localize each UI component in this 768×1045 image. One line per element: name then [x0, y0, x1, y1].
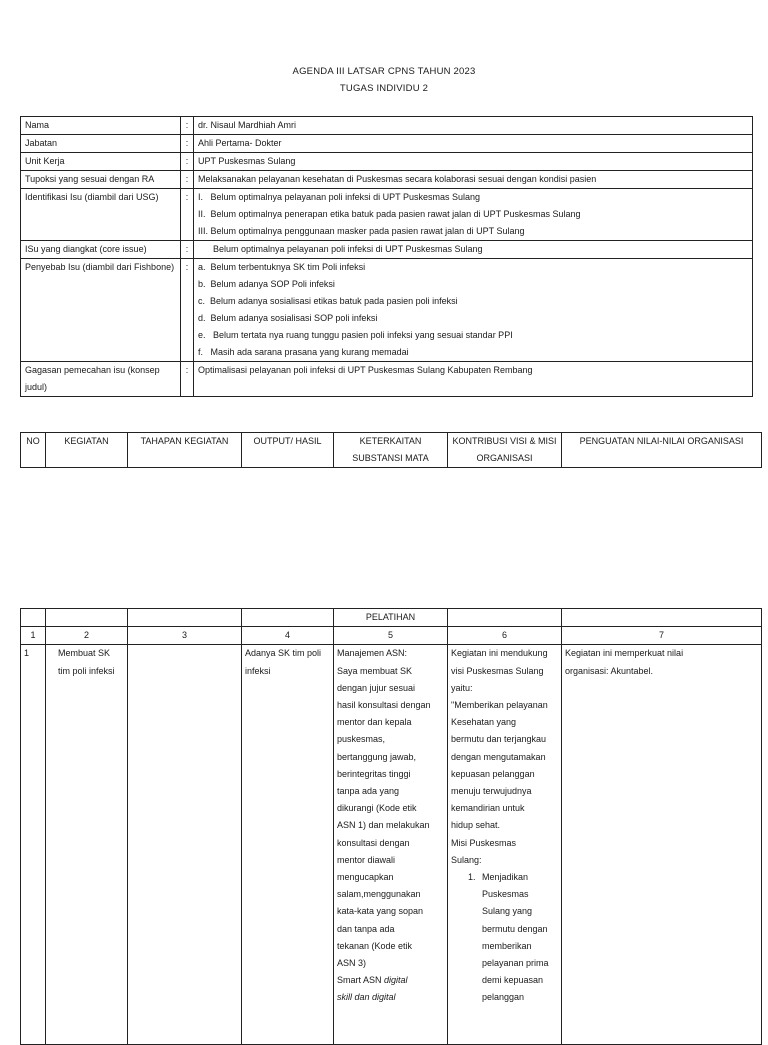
misi-number: 1. [468, 872, 476, 883]
kontribusi-line: Kegiatan ini mendukung [451, 648, 548, 659]
identity-value [194, 153, 753, 171]
plan-header-table [20, 432, 762, 468]
plan-detail-table [20, 608, 762, 1045]
keterkaitan-line: mengucapkan [337, 872, 394, 883]
identity-label: Penyebab Isu (diambil dari Fishbone) [21, 259, 181, 362]
identity-value-line: II. Belum optimalnya penerapan etika batuk pada pasien rawat jalan di UPT Puskesmas Sulang [198, 209, 581, 219]
col-number: 5 [334, 627, 448, 645]
kontribusi-line: bermutu dan terjangkau [451, 734, 547, 745]
identity-value-line: Melaksanakan pelayanan kesehatan di Puskesmas secara kolaborasi sesuai dengan kondisi pasien [198, 174, 597, 184]
identity-row [21, 171, 753, 189]
document-title: AGENDA III LATSAR CPNS TAHUN 2023 [292, 66, 476, 77]
identity-value [194, 259, 753, 362]
keterkaitan-line: tekanan (Kode etik [337, 940, 413, 951]
plan-header-row [21, 433, 762, 468]
identity-table [20, 116, 753, 397]
identity-value-line: a. Belum terbentuknya SK tim Poli infeksi [198, 262, 366, 272]
keterkaitan-line: salam,menggunakan [337, 889, 421, 900]
identity-separator: : [181, 189, 194, 241]
activity-kegiatan: Membuat SK tim poli infeksi [46, 645, 128, 1045]
keterkaitan-line: mentor diawali [337, 854, 396, 865]
activity-row [21, 645, 762, 1045]
identity-separator: : [181, 362, 194, 397]
identity-value-line: f. Masih ada sarana prasana yang kurang memadai [198, 347, 409, 357]
identity-value-line: e. Belum tertata nya ruang tunggu pasien poli infeksi yang sesuai standar PPI [198, 330, 513, 340]
keterkaitan-line: Manajemen ASN: [337, 648, 408, 659]
identity-value [194, 135, 753, 153]
kontribusi-line: Kesehatan yang [451, 717, 517, 728]
col-number: 1 [21, 627, 46, 645]
identity-value [194, 362, 753, 397]
header-kontribusi: KONTRIBUSI VISI & MISI ORGANISASI [448, 433, 562, 468]
keterkaitan-line: tanpa ada yang [337, 786, 400, 797]
kontribusi-line: visi Puskesmas Sulang [451, 665, 544, 676]
identity-label: Unit Kerja [21, 153, 181, 171]
kontribusi-line: hidup sehat. [451, 820, 501, 831]
misi-line: pelayanan prima [482, 958, 549, 969]
penguatan-line: organisasi: Akuntabel. [565, 665, 654, 676]
header-penguatan: PENGUATAN NILAI-NILAI ORGANISASI [562, 433, 762, 468]
identity-value [194, 189, 753, 241]
keterkaitan-line: Saya membuat SK [337, 665, 413, 676]
identity-row [21, 241, 753, 259]
identity-separator: : [181, 171, 194, 189]
smart-asn-text: Smart ASN [337, 975, 385, 986]
keterkaitan-line: kata-kata yang sopan [337, 906, 424, 917]
activity-keterkaitan [334, 645, 448, 1045]
identity-separator: : [181, 117, 194, 135]
col-number: 4 [242, 627, 334, 645]
activity-kontribusi [448, 645, 562, 1045]
col-number: 6 [448, 627, 562, 645]
keterkaitan-line: dan tanpa ada [337, 923, 395, 934]
activity-no: 1 [21, 645, 46, 1045]
keterkaitan-line: dikurangi (Kode etik [337, 803, 417, 814]
misi-line: Sulang yang [482, 906, 533, 917]
identity-label: Nama [21, 117, 181, 135]
activity-output: Adanya SK tim poli infeksi [242, 645, 334, 1045]
kontribusi-line: kemandirian untuk [451, 803, 525, 814]
keterkaitan-line: hasil konsultasi dengan [337, 700, 431, 711]
misi-line: Puskesmas [482, 889, 529, 900]
keterkaitan-line: dengan jujur sesuai [337, 682, 416, 693]
header-tahapan: TAHAPAN KEGIATAN [128, 433, 242, 468]
col-number: 7 [562, 627, 762, 645]
identity-value-line: d. Belum adanya sosialisasi SOP poli infeksi [198, 313, 378, 323]
keterkaitan-line: bertanggung jawab, [337, 751, 417, 762]
identity-label: Gagasan pemecahan isu (konsep judul) [21, 362, 181, 397]
identity-value-line: UPT Puskesmas Sulang [198, 156, 296, 166]
identity-row [21, 362, 753, 397]
misi-line: Menjadikan [482, 872, 529, 883]
identity-value [194, 117, 753, 135]
col-number: 3 [128, 627, 242, 645]
identity-value-line: Belum optimalnya pelayanan poli infeksi di UPT Puskesmas Sulang [198, 244, 483, 254]
kontribusi-line: dengan mengutamakan [451, 751, 546, 762]
identity-value [194, 171, 753, 189]
identity-row [21, 135, 753, 153]
identity-row [21, 117, 753, 135]
activity-penguatan [562, 645, 762, 1045]
identity-separator: : [181, 135, 194, 153]
identity-separator: : [181, 153, 194, 171]
identity-row [21, 153, 753, 171]
header-no: NO [21, 433, 46, 468]
keterkaitan-line: konsultasi dengan [337, 837, 410, 848]
keterkaitan-line: puskesmas, [337, 734, 386, 745]
kontribusi-line: kepuasan pelanggan [451, 768, 535, 779]
keterkaitan-line: ASN 1) dan melakukan [337, 820, 430, 831]
kontribusi-line: yaitu: [451, 682, 473, 693]
column-number-row [21, 627, 762, 645]
misi-line: demi kepuasan [482, 975, 544, 986]
identity-value-line: III. Belum optimalnya penggunaan masker pada pasien rawat jalan di UPT Sulang [198, 226, 525, 236]
identity-row [21, 189, 753, 241]
identity-value-line: dr. Nisaul Mardhiah Amri [198, 120, 297, 130]
misi-list [451, 869, 558, 1007]
misi-line: pelanggan [482, 992, 525, 1003]
identity-label: Jabatan [21, 135, 181, 153]
kontribusi-line: menuju terwujudnya [451, 786, 532, 797]
col-number: 2 [46, 627, 128, 645]
penguatan-line: Kegiatan ini memperkuat nilai [565, 648, 684, 659]
document-subtitle: TUGAS INDIVIDU 2 [339, 83, 429, 94]
misi-line: bermutu dengan [482, 923, 548, 934]
identity-label: Identifikasi Isu (diambil dari USG) [21, 189, 181, 241]
keterkaitan-line: berintegritas tinggi [337, 768, 411, 779]
misi-line: memberikan [482, 940, 532, 951]
smart-asn-italic-2: skill dan digital [337, 992, 396, 1003]
header-kegiatan: KEGIATAN [46, 433, 128, 468]
identity-label: Tupoksi yang sesuai dengan RA [21, 171, 181, 189]
header-output: OUTPUT/ HASIL [242, 433, 334, 468]
pelatihan-label: PELATIHAN [334, 609, 448, 627]
identity-separator: : [181, 241, 194, 259]
identity-label: ISu yang diangkat (core issue) [21, 241, 181, 259]
identity-value [194, 241, 753, 259]
smart-asn-italic-1: digital [384, 975, 408, 986]
pelatihan-row [21, 609, 762, 627]
identity-value-line: b. Belum adanya SOP Poli infeksi [198, 279, 335, 289]
identity-value-line: c. Belum adanya sosialisasi etikas batuk pada pasien poli infeksi [198, 296, 458, 306]
identity-row [21, 259, 753, 362]
header-keterkaitan: KETERKAITAN SUBSTANSI MATA [334, 433, 448, 468]
identity-value-line: Optimalisasi pelayanan poli infeksi di UPT Puskesmas Sulang Kabupaten Rembang [198, 365, 533, 375]
kontribusi-line: "Memberikan pelayanan [451, 700, 548, 711]
kontribusi-line: Misi Puskesmas [451, 837, 517, 848]
keterkaitan-line: mentor dan kepala [337, 717, 412, 728]
identity-value-line: I. Belum optimalnya pelayanan poli infeksi di UPT Puskesmas Sulang [198, 192, 480, 202]
identity-separator: : [181, 259, 194, 362]
activity-tahapan [128, 645, 242, 1045]
identity-value-line: Ahli Pertama- Dokter [198, 138, 282, 148]
keterkaitan-line: ASN 3) [337, 958, 367, 969]
kontribusi-line: Sulang: [451, 854, 482, 865]
